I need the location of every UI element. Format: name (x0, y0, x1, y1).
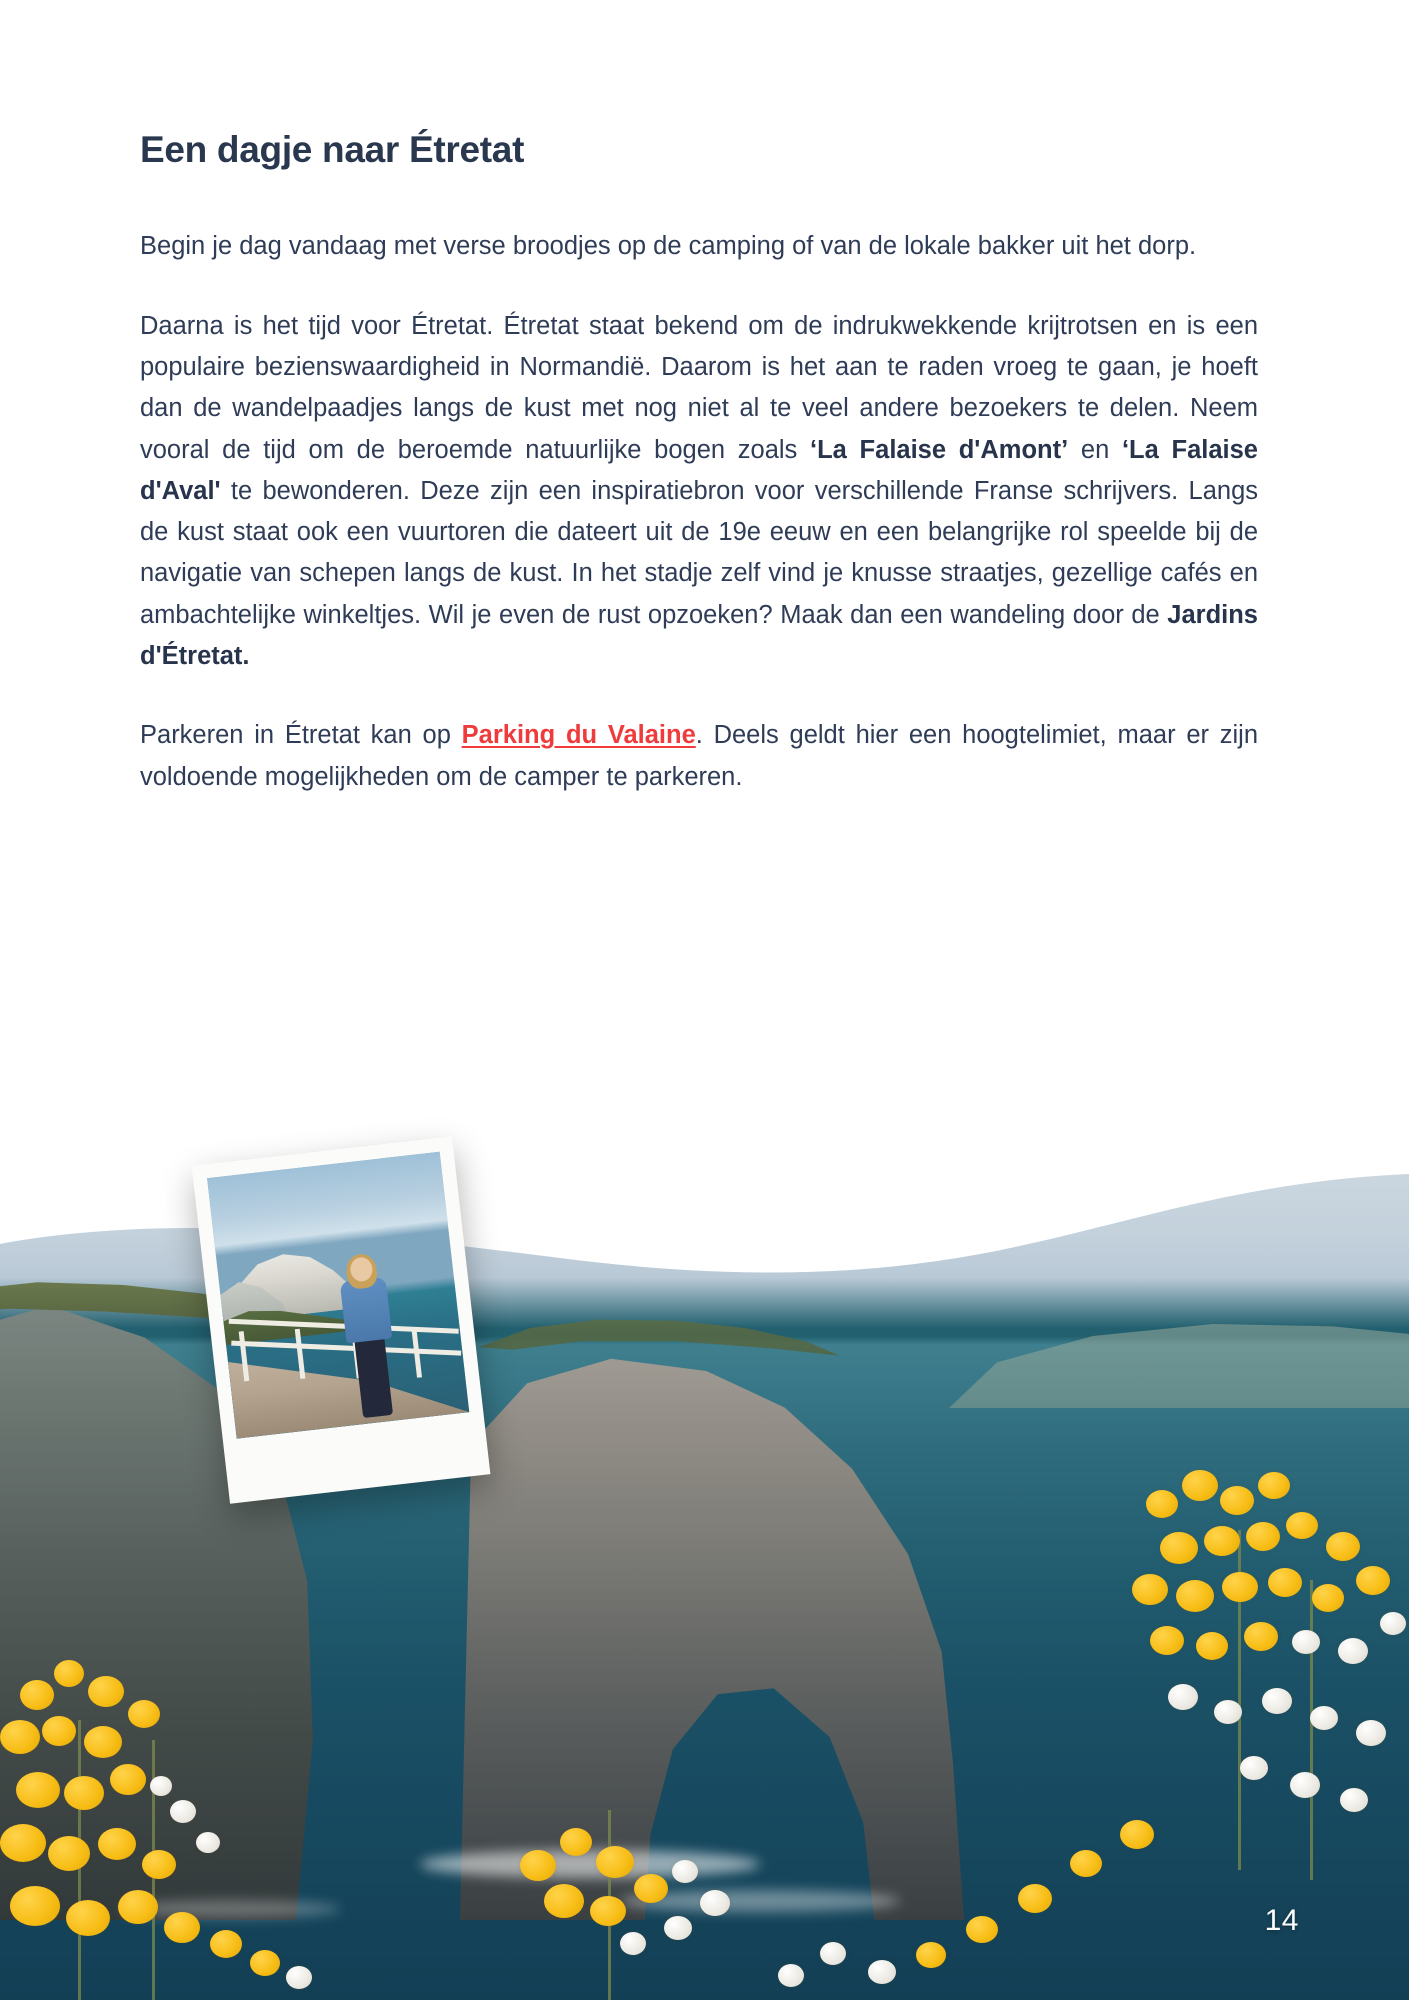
highlight-falaise-amont: ‘La Falaise d'Amont’ (810, 435, 1069, 464)
paragraph-parking-text-1: Parkeren in Étretat kan op (140, 721, 462, 750)
paragraph-parking-text-2: . Deels geldt hier een hoogtelimiet, maar er zijn voldoende mogelijkheden om de camper te parkeren. (140, 721, 1259, 791)
paragraph-etretat-text-2: en (1068, 435, 1122, 464)
paragraph-etretat-text-1: Daarna is het tijd voor Étretat. Étretat staat bekend om de indrukwekkende krijtrotsen en is een populaire bezienswaardigheid in Normandië. Daarom is het aan te raden vroeg te gaan, je hoeft dan de wandelpaadjes langs de kust met nog niet al te veel andere bezoekers te delen. Neem vooral de tijd om de beroemde natuurlijke bogen zoals (140, 311, 1258, 464)
hero-surf-line-2 (620, 1890, 900, 1912)
highlight-falaise-aval: ‘La Falaise d'Aval' (140, 435, 1258, 505)
paragraph-intro (140, 226, 1258, 267)
page-number: 14 (1264, 1904, 1299, 1937)
paragraph-etretat-text-3: te bewonderen. Deze zijn een inspiratiebron voor verschillende Franse schrijvers. Langs de kust staat ook een vuurtoren die dateert uit de 19e eeuw en een belangrijke rol speelde bij de navigatie van schepen langs de kust. In het stadje zelf vind je knusse straatjes, gezellige cafés en ambachtelijke winkeltjes. Wil je even de rust opzoeken? Maak dan een wandeling door de (140, 476, 1258, 629)
highlight-jardins-etretat: Jardins d'Étretat. (140, 600, 1258, 671)
paragraph-etretat (140, 306, 1258, 678)
polaroid-person-legs (354, 1335, 393, 1418)
hero-surf-line-1 (420, 1850, 760, 1878)
parking-du-valaine-link[interactable]: Parking du Valaine (461, 721, 696, 750)
article-content (140, 128, 1258, 798)
paragraph-intro-text: Begin je dag vandaag met verse broodjes op de camping of van de lokale bakker uit het dorp. (140, 232, 1197, 261)
polaroid-photo-frame (192, 1136, 491, 1503)
paragraph-parking (140, 715, 1258, 798)
hero-surf-line-3 (120, 1900, 340, 1918)
page-title: Een dagje naar Étretat (140, 129, 525, 170)
polaroid-photo-image (207, 1152, 469, 1439)
